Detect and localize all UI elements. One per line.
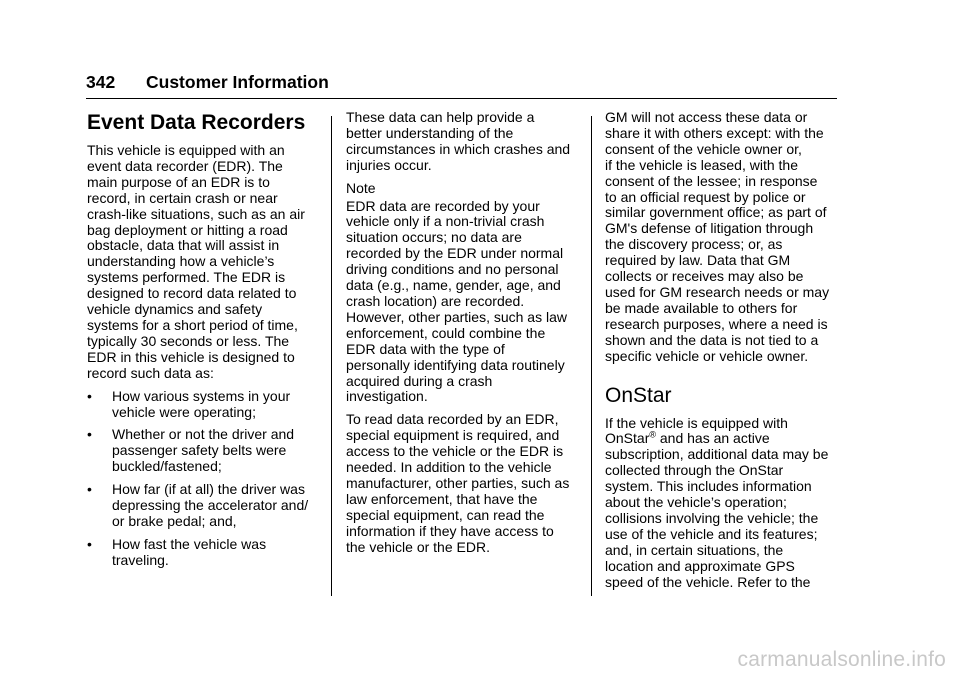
onstar-paragraph (605, 416, 845, 591)
bullet-dot: • (87, 535, 92, 552)
onstar-text-start: If the vehicle is equipped with OnStar (605, 414, 788, 447)
edr-read-data-paragraph: To read data recorded by an EDR, special equipment is required, and access to the vehicle or the EDR is needed. In addition to the vehicle manufacturer, other parties, such as law enforcement, that have the special equipment, can read the information if they have access to the vehicle or the EDR. (346, 411, 570, 555)
note-text: EDR data are recorded by your vehicle only if a non-trivial crash situation occurs; no data are recorded by the EDR under normal driving conditions and no personal data (e.g., name, gender, age, and crash location) are recorded. However, other parties, such as law enforcement, could combine the EDR data with the type of personally identifying data routinely acquired during a crash investigation. (346, 197, 567, 405)
page-number: 342 (86, 72, 116, 92)
watermark: carmanualsonline.info (737, 648, 946, 671)
list-item (87, 537, 327, 569)
column-divider-2 (591, 116, 592, 596)
heading-onstar: OnStar (605, 383, 672, 407)
column-1 (87, 110, 327, 576)
column-2 (346, 110, 586, 562)
bullet-dot: • (87, 481, 92, 498)
edr-data-list (87, 389, 327, 569)
list-item (87, 389, 327, 421)
registered-mark: ® (649, 429, 656, 440)
edr-understanding-paragraph: These data can help provide a better understanding of the circumstances in which crashes and injuries occur. (346, 109, 571, 173)
gm-access-paragraph: GM will not access these data or share it with others except: with the consent of the vehicle owner or, if the vehicle is leased, with the consent of the lessee; in response to an official request by police or similar government office; as part of GM's defense of litigation through the discovery process; or, as required by law. Data that GM collects or receives may also be used for GM research needs or may be made available to others for research purposes, where a need is shown and the data is not tied to a specific vehicle or vehicle owner. (605, 109, 830, 364)
list-item-text: Whether or not the driver and passenger safety belts were buckled/fastened; (112, 426, 295, 475)
heading-event-data-recorders: Event Data Recorders (87, 111, 306, 134)
list-item (87, 482, 327, 530)
note-label: Note (346, 179, 376, 196)
list-item-text: How fast the vehicle was traveling. (112, 535, 267, 568)
column-divider-1 (331, 116, 332, 596)
list-item-text: How far (if at all) the driver was depressing the accelerator and/ or brake pedal; and, (112, 481, 309, 529)
column-3 (605, 110, 845, 597)
section-title: Customer Information (146, 72, 329, 92)
list-item-text: How various systems in your vehicle were operating; (112, 387, 291, 420)
list-item (87, 427, 327, 475)
onstar-text-rest: and has an active subscription, additional data may be collected through the OnStar system. This includes information about the vehicle’s operation; collisions involving the vehicle; the use of the vehicle and its features; and, in certain situations, the location and approximate GPS speed of the vehicle. Refer to the (605, 430, 829, 590)
bullet-dot: • (87, 387, 92, 404)
page-header (86, 70, 837, 99)
bullet-dot: • (87, 426, 92, 443)
edr-intro-paragraph: This vehicle is equipped with an event data recorder (EDR). The main purpose of an EDR is to record, in certain crash or near crash-like situations, such as an air bag deployment or hitting a road obstacle, data that will assist in understanding how a vehicle’s systems performed. The EDR is designed to record data related to vehicle dynamics and safety systems for a short period of time, typically 30 seconds or less. The EDR in this vehicle is designed to record such data as: (87, 142, 305, 381)
